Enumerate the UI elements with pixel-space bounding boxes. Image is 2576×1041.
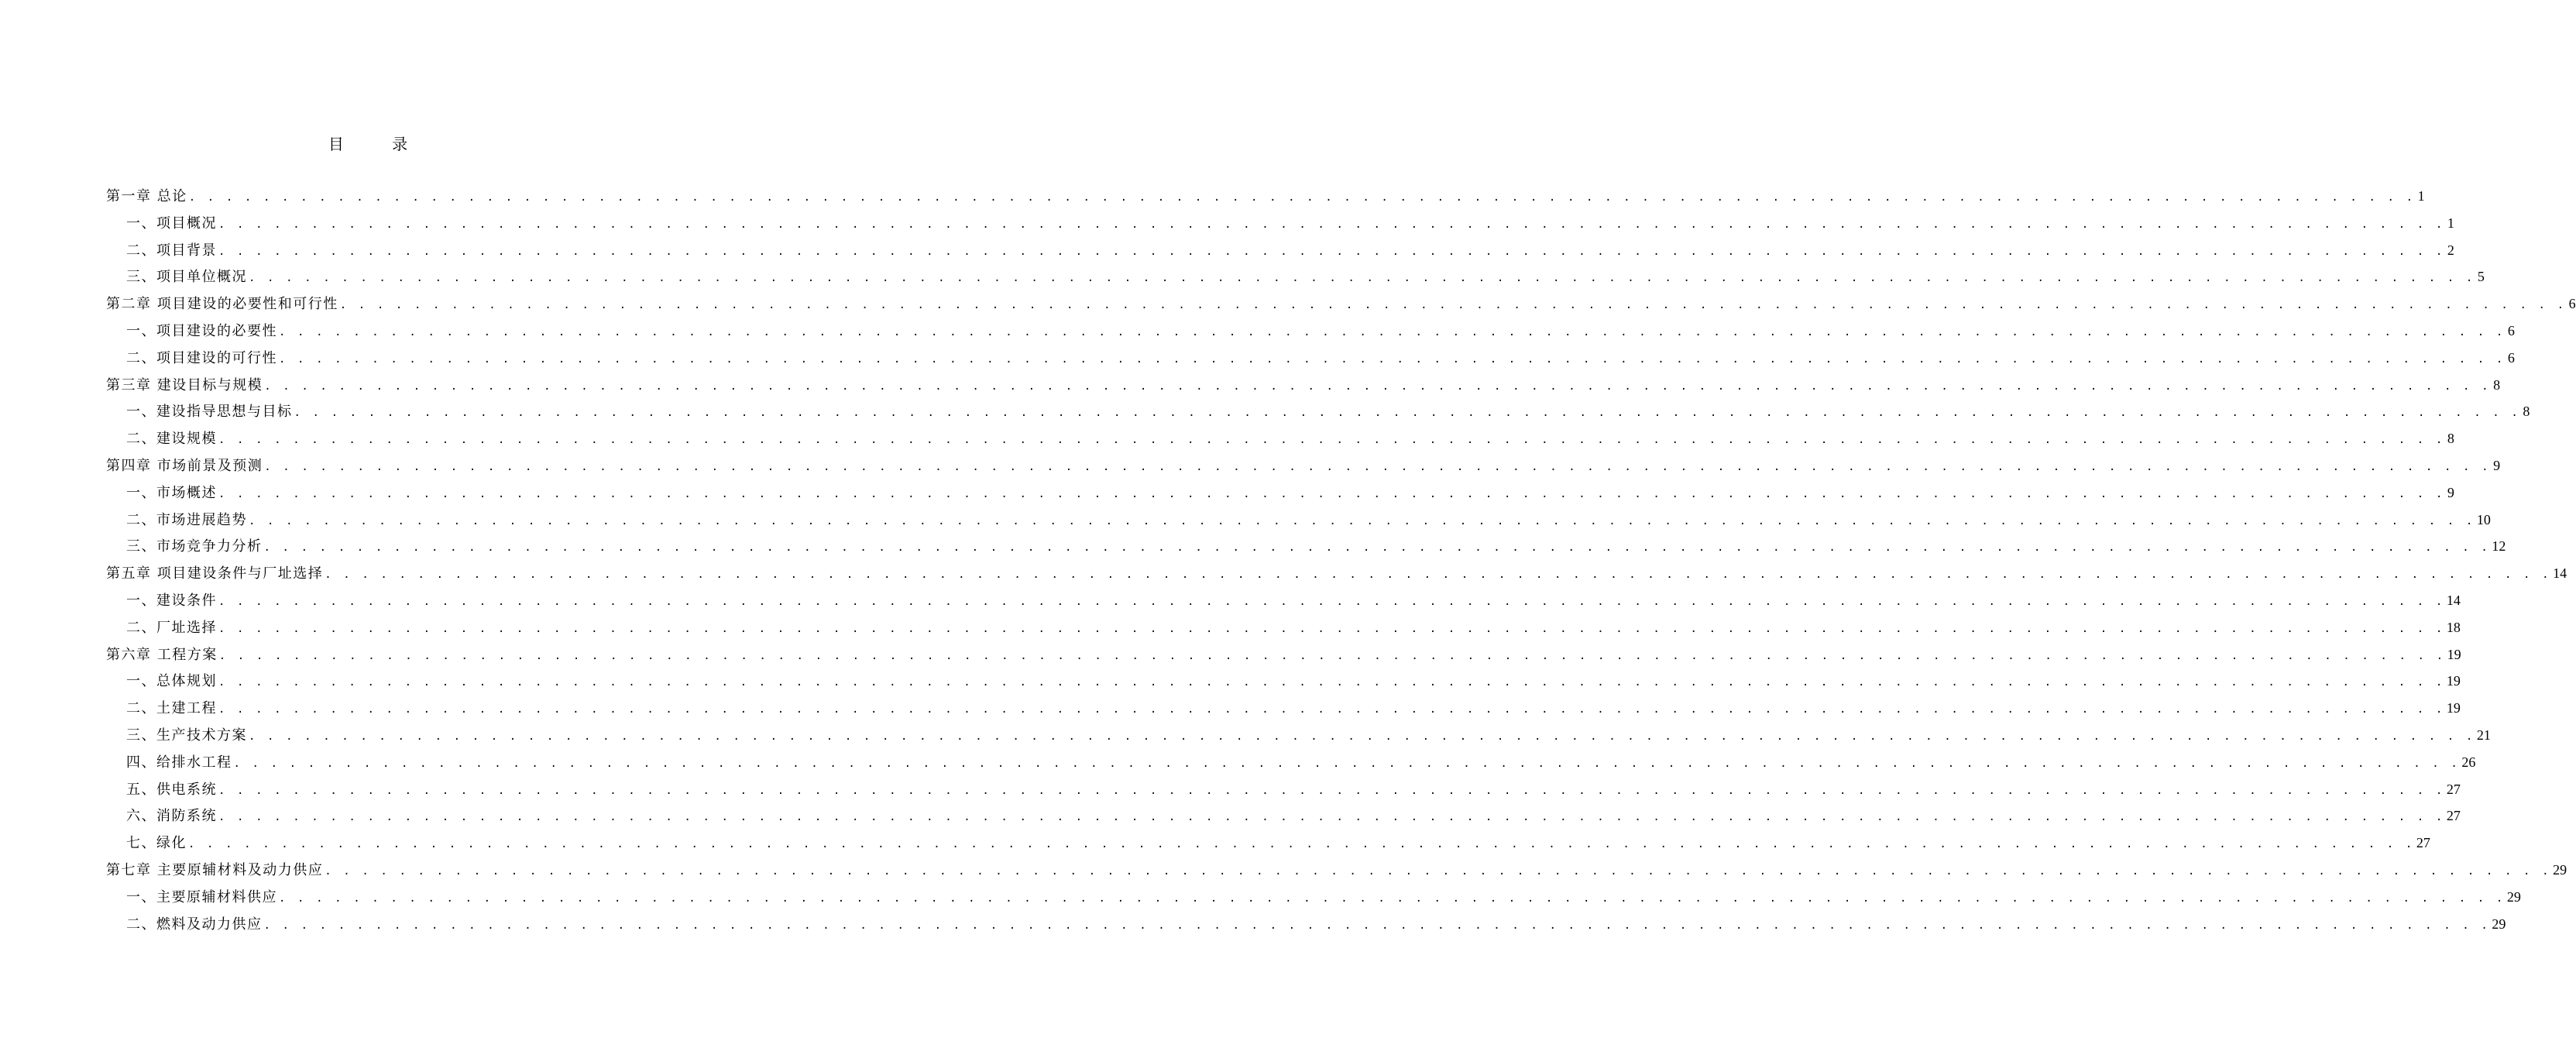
toc-dot-leader: . . . . . . . . . . . . . . . . . . . . . . . . . . . . . . . . . . . . . . . . . . . . . . . . . . . . . . . . . . . . . . . . . . . . . . . . . . . . . . . . . . . . . . . . . . . . . . . . . . . . . . . . . . . . . . . . . . . . . . . .: [279, 325, 2506, 338]
toc-section-entry[interactable]: [106, 237, 2454, 264]
toc-entry-label: 二、建设规模: [126, 431, 217, 448]
toc-entry-label: 一、建设条件: [126, 592, 217, 609]
toc-chapter-entry[interactable]: [106, 452, 2501, 479]
toc-entry-page-number: 14: [2553, 565, 2567, 582]
toc-entry-label: 一、项目概况: [126, 215, 217, 232]
toc-section-entry[interactable]: [106, 884, 2521, 911]
toc-entry-page-number: 8: [2493, 376, 2501, 393]
toc-entry-page-number: 26: [2461, 754, 2476, 770]
toc-chapter-entry[interactable]: [106, 183, 2425, 210]
toc-entry-page-number: 27: [2416, 835, 2430, 851]
toc-dot-leader: . . . . . . . . . . . . . . . . . . . . . . . . . . . . . . . . . . . . . . . . . . . . . . . . . . . . . . . . . . . . . . . . . . . . . . . . . . . . . . . . . . . . . . . . . . . . . . . . . . . . . . . . . . . . . . . . . . . . . . . .: [249, 730, 2475, 743]
toc-dot-leader: . . . . . . . . . . . . . . . . . . . . . . . . . . . . . . . . . . . . . . . . . . . . . . . . . . . . . . . . . . . . . . . . . . . . . . . . . . . . . . . . . . . . . . . . . . . . . . . . . . . . . . . . . . . . . . . . . . . . . . . .: [218, 245, 2445, 258]
toc-entry-label: 二、厂址选择: [126, 619, 217, 636]
toc-entry-label: 一、总体规划: [126, 673, 217, 690]
toc-section-entry[interactable]: [106, 398, 2530, 425]
toc-dot-leader: . . . . . . . . . . . . . . . . . . . . . . . . . . . . . . . . . . . . . . . . . . . . . . . . . . . . . . . . . . . . . . . . . . . . . . . . . . . . . . . . . . . . . . . . . . . . . . . . . . . . . . . . . . . . . . . . . . . . . . . .: [218, 784, 2445, 797]
toc-chapter-entry[interactable]: [106, 641, 2461, 668]
toc-entry-label: 第五章 项目建设条件与厂址选择: [106, 565, 324, 582]
toc-dot-leader: . . . . . . . . . . . . . . . . . . . . . . . . . . . . . . . . . . . . . . . . . . . . . . . . . . . . . . . . . . . . . . . . . . . . . . . . . . . . . . . . . . . . . . . . . . . . . . . . . . . . . . . . . . . . . . . . . . . . . . . .: [218, 649, 2446, 662]
toc-entry-page-number: 29: [2506, 888, 2521, 905]
toc-section-entry[interactable]: [106, 507, 2491, 534]
toc-entry-label: 一、建设指导思想与目标: [126, 404, 293, 421]
toc-title: 目 录: [328, 135, 430, 153]
toc-section-entry[interactable]: [106, 776, 2461, 803]
toc-entry-page-number: 19: [2446, 673, 2461, 689]
toc-section-entry[interactable]: [106, 263, 2485, 290]
toc-section-entry[interactable]: [106, 695, 2461, 722]
toc-entry-label: 二、土建工程: [126, 700, 217, 717]
toc-entry-page-number: 6: [2568, 296, 2576, 312]
toc-dot-leader: . . . . . . . . . . . . . . . . . . . . . . . . . . . . . . . . . . . . . . . . . . . . . . . . . . . . . . . . . . . . . . . . . . . . . . . . . . . . . . . . . . . . . . . . . . . . . . . . . . . . . . . . . . . . . . . . . . . . . . . .: [218, 703, 2445, 716]
toc-dot-leader: . . . . . . . . . . . . . . . . . . . . . . . . . . . . . . . . . . . . . . . . . . . . . . . . . . . . . . . . . . . . . . . . . . . . . . . . . . . . . . . . . . . . . . . . . . . . . . . . . . . . . . . . . . . . . . . . . . . . . . . .: [218, 434, 2445, 447]
toc-entry-page-number: 29: [2553, 861, 2567, 878]
toc-entry-label: 一、项目建设的必要性: [126, 322, 277, 339]
toc-entry-page-number: 9: [2447, 484, 2454, 500]
toc-entry-page-number: 27: [2446, 781, 2461, 797]
toc-dot-leader: . . . . . . . . . . . . . . . . . . . . . . . . . . . . . . . . . . . . . . . . . . . . . . . . . . . . . . . . . . . . . . . . . . . . . . . . . . . . . . . . . . . . . . . . . . . . . . . . . . . . . . . . . . . . . . . . . . . . . . . .: [249, 272, 2475, 285]
toc-entry-label: 三、市场竞争力分析: [126, 538, 263, 555]
toc-section-entry[interactable]: [106, 749, 2476, 776]
toc-section-entry[interactable]: [106, 830, 2430, 857]
toc-dot-leader: . . . . . . . . . . . . . . . . . . . . . . . . . . . . . . . . . . . . . . . . . . . . . . . . . . . . . . . . . . . . . . . . . . . . . . . . . . . . . . . . . . . . . . . . . . . . . . . . . . . . . . . . . . . . . . . . . . . . . . . .: [325, 864, 2552, 878]
toc-section-entry[interactable]: [106, 318, 2515, 345]
toc-section-entry[interactable]: [106, 425, 2454, 452]
toc-dot-leader: . . . . . . . . . . . . . . . . . . . . . . . . . . . . . . . . . . . . . . . . . . . . . . . . . . . . . . . . . . . . . . . . . . . . . . . . . . . . . . . . . . . . . . . . . . . . . . . . . . . . . . . . . . . . . . . . . . . . . . . .: [249, 514, 2475, 527]
toc-dot-leader: . . . . . . . . . . . . . . . . . . . . . . . . . . . . . . . . . . . . . . . . . . . . . . . . . . . . . . . . . . . . . . . . . . . . . . . . . . . . . . . . . . . . . . . . . . . . . . . . . . . . . . . . . . . . . . . . . . . . . . . .: [218, 487, 2445, 500]
toc-entry-label: 五、供电系统: [126, 781, 217, 798]
toc-dot-leader: . . . . . . . . . . . . . . . . . . . . . . . . . . . . . . . . . . . . . . . . . . . . . . . . . . . . . . . . . . . . . . . . . . . . . . . . . . . . . . . . . . . . . . . . . . . . . . . . . . . . . . . . . . . . . . . . . . . . . . . .: [279, 892, 2506, 905]
toc-dot-leader: . . . . . . . . . . . . . . . . . . . . . . . . . . . . . . . . . . . . . . . . . . . . . . . . . . . . . . . . . . . . . . . . . . . . . . . . . . . . . . . . . . . . . . . . . . . . . . . . . . . . . . . . . . . . . . . . . . . . . . . .: [188, 838, 2415, 851]
toc-entry-page-number: 1: [2447, 215, 2454, 231]
toc-entry-page-number: 1: [2417, 188, 2425, 204]
toc-entry-page-number: 9: [2493, 457, 2501, 473]
toc-section-entry[interactable]: [106, 345, 2515, 372]
toc-entry-page-number: 2: [2447, 242, 2454, 258]
toc-entry-page-number: 8: [2447, 431, 2454, 447]
toc-entry-label: 第一章 总论: [106, 188, 187, 204]
toc-entry-page-number: 6: [2507, 349, 2515, 366]
toc-dot-leader: . . . . . . . . . . . . . . . . . . . . . . . . . . . . . . . . . . . . . . . . . . . . . . . . . . . . . . . . . . . . . . . . . . . . . . . . . . . . . . . . . . . . . . . . . . . . . . . . . . . . . . . . . . . . . . . . . . . . . . . .: [339, 299, 2567, 312]
toc-dot-leader: . . . . . . . . . . . . . . . . . . . . . . . . . . . . . . . . . . . . . . . . . . . . . . . . . . . . . . . . . . . . . . . . . . . . . . . . . . . . . . . . . . . . . . . . . . . . . . . . . . . . . . . . . . . . . . . . . . . . . . . .: [264, 380, 2492, 393]
toc-entry-page-number: 27: [2446, 808, 2461, 824]
toc-dot-leader: . . . . . . . . . . . . . . . . . . . . . . . . . . . . . . . . . . . . . . . . . . . . . . . . . . . . . . . . . . . . . . . . . . . . . . . . . . . . . . . . . . . . . . . . . . . . . . . . . . . . . . . . . . . . . . . . . . . . . . . .: [218, 811, 2445, 824]
toc-entry-label: 第六章 工程方案: [106, 646, 218, 663]
toc-chapter-entry[interactable]: [106, 290, 2576, 318]
toc-entry-label: 四、给排水工程: [126, 754, 232, 771]
toc-chapter-entry[interactable]: [106, 560, 2567, 587]
toc-dot-leader: . . . . . . . . . . . . . . . . . . . . . . . . . . . . . . . . . . . . . . . . . . . . . . . . . . . . . . . . . . . . . . . . . . . . . . . . . . . . . . . . . . . . . . . . . . . . . . . . . . . . . . . . . . . . . . . . . . . . . . . .: [218, 676, 2445, 689]
toc-section-entry[interactable]: [106, 802, 2461, 830]
toc-entry-page-number: 19: [2446, 700, 2461, 716]
toc-entry-label: 二、燃料及动力供应: [126, 916, 263, 933]
toc-dot-leader: . . . . . . . . . . . . . . . . . . . . . . . . . . . . . . . . . . . . . . . . . . . . . . . . . . . . . . . . . . . . . . . . . . . . . . . . . . . . . . . . . . . . . . . . . . . . . . . . . . . . . . . . . . . . . . . . . . . . . . . .: [218, 218, 2445, 231]
toc-chapter-entry[interactable]: [106, 372, 2501, 399]
toc-section-entry[interactable]: [106, 722, 2491, 749]
toc-entry-page-number: 19: [2447, 646, 2461, 662]
toc-entry-label: 七、绿化: [126, 835, 187, 852]
toc-entry-page-number: 12: [2492, 538, 2506, 555]
toc-dot-leader: . . . . . . . . . . . . . . . . . . . . . . . . . . . . . . . . . . . . . . . . . . . . . . . . . . . . . . . . . . . . . . . . . . . . . . . . . . . . . . . . . . . . . . . . . . . . . . . . . . . . . . . . . . . . . . . . . . . . . . . .: [325, 569, 2552, 582]
toc-section-entry[interactable]: [106, 587, 2461, 614]
toc-section-entry[interactable]: [106, 614, 2461, 641]
toc-entry-page-number: 5: [2477, 269, 2485, 285]
toc-entry-label: 三、项目单位概况: [126, 269, 247, 286]
toc-entry-label: 第四章 市场前景及预测: [106, 457, 263, 474]
toc-entry-page-number: 10: [2476, 511, 2491, 527]
toc-dot-leader: . . . . . . . . . . . . . . . . . . . . . . . . . . . . . . . . . . . . . . . . . . . . . . . . . . . . . . . . . . . . . . . . . . . . . . . . . . . . . . . . . . . . . . . . . . . . . . . . . . . . . . . . . . . . . . . . . . . . . . . .: [263, 919, 2491, 932]
toc-entry-label: 第二章 项目建设的必要性和可行性: [106, 296, 338, 313]
toc-entry-page-number: 21: [2476, 727, 2491, 743]
toc-dot-leader: . . . . . . . . . . . . . . . . . . . . . . . . . . . . . . . . . . . . . . . . . . . . . . . . . . . . . . . . . . . . . . . . . . . . . . . . . . . . . . . . . . . . . . . . . . . . . . . . . . . . . . . . . . . . . . . . . . . . . . . .: [279, 352, 2506, 366]
toc-entry-page-number: 29: [2492, 916, 2506, 932]
toc-dot-leader: . . . . . . . . . . . . . . . . . . . . . . . . . . . . . . . . . . . . . . . . . . . . . . . . . . . . . . . . . . . . . . . . . . . . . . . . . . . . . . . . . . . . . . . . . . . . . . . . . . . . . . . . . . . . . . . . . . . . . . . .: [233, 757, 2461, 770]
toc-chapter-entry[interactable]: [106, 857, 2567, 884]
toc-dot-leader: . . . . . . . . . . . . . . . . . . . . . . . . . . . . . . . . . . . . . . . . . . . . . . . . . . . . . . . . . . . . . . . . . . . . . . . . . . . . . . . . . . . . . . . . . . . . . . . . . . . . . . . . . . . . . . . . . . . . . . . .: [264, 460, 2492, 473]
toc-entry-page-number: 8: [2523, 404, 2530, 420]
toc-entry-label: 二、市场进展趋势: [126, 511, 247, 528]
toc-dot-leader: . . . . . . . . . . . . . . . . . . . . . . . . . . . . . . . . . . . . . . . . . . . . . . . . . . . . . . . . . . . . . . . . . . . . . . . . . . . . . . . . . . . . . . . . . . . . . . . . . . . . . . . . . . . . . . . . . . . . . . . .: [218, 595, 2445, 608]
toc-entry-page-number: 6: [2507, 322, 2515, 338]
toc-dot-leader: . . . . . . . . . . . . . . . . . . . . . . . . . . . . . . . . . . . . . . . . . . . . . . . . . . . . . . . . . . . . . . . . . . . . . . . . . . . . . . . . . . . . . . . . . . . . . . . . . . . . . . . . . . . . . . . . . . . . . . . .: [218, 622, 2445, 635]
toc-entry-label: 六、消防系统: [126, 808, 217, 825]
toc-dot-leader: . . . . . . . . . . . . . . . . . . . . . . . . . . . . . . . . . . . . . . . . . . . . . . . . . . . . . . . . . . . . . . . . . . . . . . . . . . . . . . . . . . . . . . . . . . . . . . . . . . . . . . . . . . . . . . . . . . . . . . . .: [263, 541, 2491, 555]
toc-section-entry[interactable]: [106, 479, 2454, 507]
toc-entry-label: 一、市场概述: [126, 484, 217, 501]
toc-entry-label: 第七章 主要原辅材料及动力供应: [106, 861, 324, 878]
toc-entry-page-number: 14: [2446, 592, 2461, 608]
toc-dot-leader: . . . . . . . . . . . . . . . . . . . . . . . . . . . . . . . . . . . . . . . . . . . . . . . . . . . . . . . . . . . . . . . . . . . . . . . . . . . . . . . . . . . . . . . . . . . . . . . . . . . . . . . . . . . . . . . . . . . . . . . .: [188, 191, 2416, 204]
toc-entry-label: 第三章 建设目标与规模: [106, 376, 263, 393]
toc-entry-page-number: 18: [2446, 619, 2461, 635]
toc-entry-label: 二、项目建设的可行性: [126, 349, 277, 366]
toc-dot-leader: . . . . . . . . . . . . . . . . . . . . . . . . . . . . . . . . . . . . . . . . . . . . . . . . . . . . . . . . . . . . . . . . . . . . . . . . . . . . . . . . . . . . . . . . . . . . . . . . . . . . . . . . . . . . . . . . . . . . . . . .: [294, 407, 2521, 420]
toc-section-entry[interactable]: [106, 210, 2454, 237]
toc-entry-label: 一、主要原辅材料供应: [126, 888, 277, 905]
toc-section-entry[interactable]: [106, 911, 2506, 938]
toc-list: [106, 183, 2576, 937]
toc-entry-label: 三、生产技术方案: [126, 727, 247, 744]
toc-section-entry[interactable]: [106, 533, 2506, 560]
toc-section-entry[interactable]: [106, 668, 2461, 695]
toc-entry-label: 二、项目背景: [126, 242, 217, 259]
